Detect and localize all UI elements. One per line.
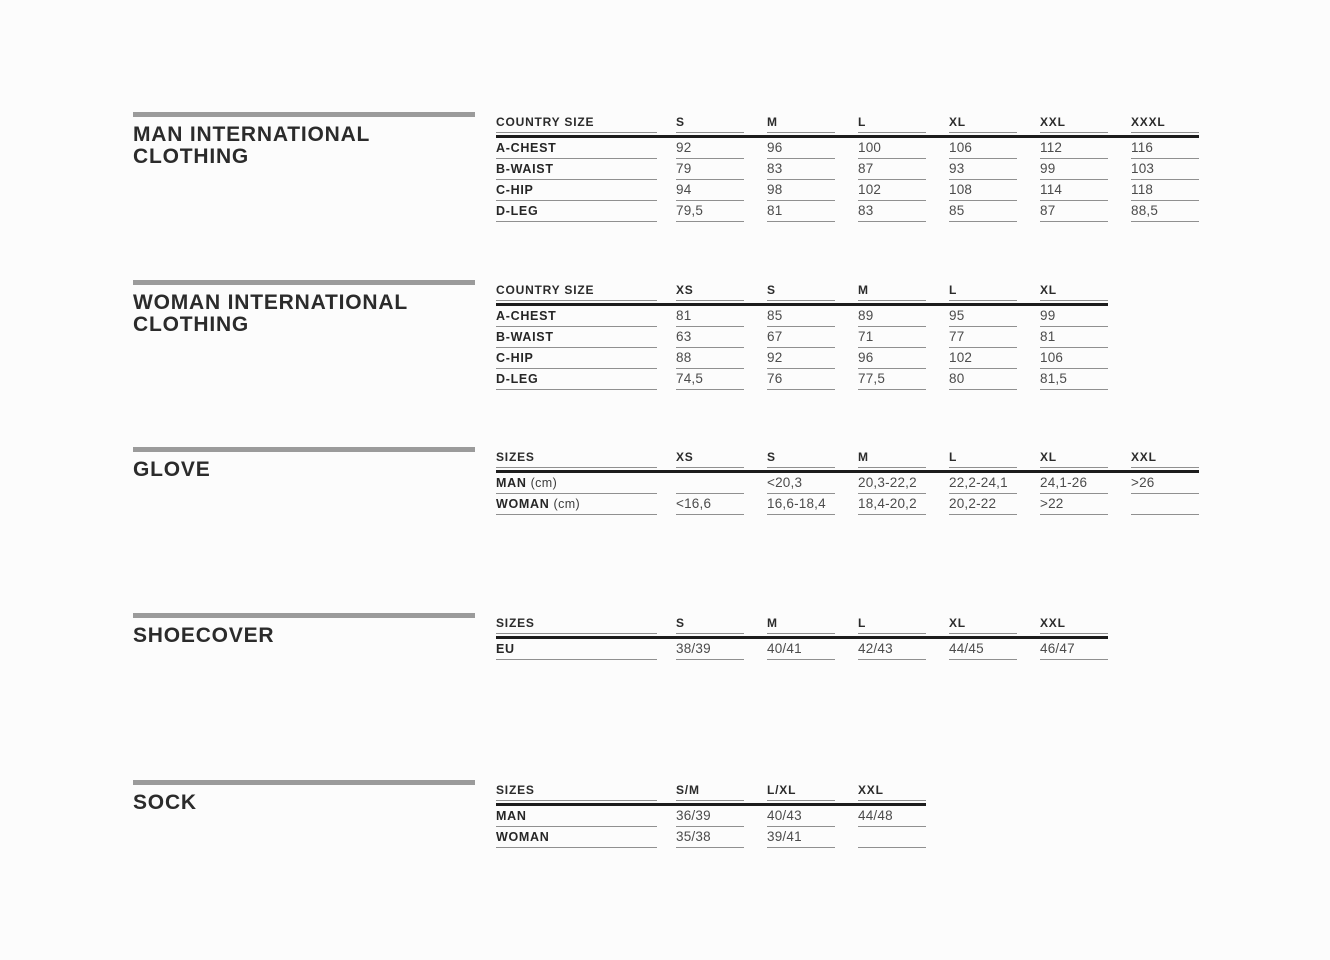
- value-cell: 96: [767, 138, 835, 159]
- value-cell: 99: [1040, 159, 1108, 180]
- value-cell: 83: [767, 159, 835, 180]
- value-cell: 16,6-18,4: [767, 494, 835, 515]
- row-label-cell: [496, 327, 657, 348]
- size-table-sock: [496, 780, 926, 848]
- value-cell: >26: [1131, 473, 1199, 494]
- value-cell: 118: [1131, 180, 1199, 201]
- value-cell: 76: [767, 369, 835, 390]
- row-label: WOMAN: [496, 830, 550, 844]
- header-size-cell: XXXL: [1131, 112, 1199, 133]
- section-title: [133, 625, 475, 647]
- size-table-shoecover: [496, 613, 1108, 660]
- value-cell: 94: [676, 180, 744, 201]
- row-label-cell: [496, 639, 657, 660]
- header-size-cell: M: [858, 280, 926, 301]
- section-title-line2: CLOTHING: [133, 312, 250, 336]
- value-cell: 88: [676, 348, 744, 369]
- section-title-line1: MAN INTERNATIONAL: [133, 123, 371, 146]
- value-cell: 80: [949, 369, 1017, 390]
- table-row: [496, 827, 926, 848]
- value-cell: 81: [1040, 327, 1108, 348]
- section-title-line2: CLOTHING: [133, 144, 250, 168]
- value-cell: 87: [858, 159, 926, 180]
- header-size-cell: L: [949, 280, 1017, 301]
- header-size-cell: XXL: [858, 780, 926, 801]
- row-label: A-CHEST: [496, 309, 557, 323]
- table-row: [496, 494, 1199, 515]
- row-label-suffix: (cm): [530, 476, 558, 490]
- header-size-cell: M: [767, 112, 835, 133]
- section-heading-block: [133, 780, 475, 814]
- size-table-man-clothing: [496, 112, 1199, 222]
- section-title-line1: SHOECOVER: [133, 624, 275, 647]
- value-cell: 63: [676, 327, 744, 348]
- value-cell: 40/43: [767, 806, 835, 827]
- table-header-row: [496, 112, 1199, 138]
- header-label-cell: SIZES: [496, 613, 657, 634]
- header-label-cell: COUNTRY SIZE: [496, 280, 657, 301]
- section-title-line1: SOCK: [133, 791, 197, 814]
- table-row: [496, 327, 1108, 348]
- value-cell: 20,3-22,2: [858, 473, 926, 494]
- value-cell: 40/41: [767, 639, 835, 660]
- value-cell: 103: [1131, 159, 1199, 180]
- section-divider-bar: [133, 112, 475, 117]
- row-label-cell: [496, 369, 657, 390]
- table-row: [496, 180, 1199, 201]
- section-divider-bar: [133, 780, 475, 785]
- value-cell: 99: [1040, 306, 1108, 327]
- section-divider-bar: [133, 447, 475, 452]
- value-cell: 67: [767, 327, 835, 348]
- section-title: [133, 292, 475, 335]
- value-cell: 39/41: [767, 827, 835, 848]
- header-label-cell: SIZES: [496, 447, 657, 468]
- table-row: [496, 639, 1108, 660]
- header-size-cell: XL: [949, 613, 1017, 634]
- size-table-woman-clothing: [496, 280, 1108, 390]
- size-table-glove: [496, 447, 1199, 515]
- value-cell: 36/39: [676, 806, 744, 827]
- header-size-cell: L/XL: [767, 780, 835, 801]
- value-cell: 77: [949, 327, 1017, 348]
- header-size-cell: M: [767, 613, 835, 634]
- value-cell: 116: [1131, 138, 1199, 159]
- value-cell: 20,2-22: [949, 494, 1017, 515]
- value-cell: 83: [858, 201, 926, 222]
- header-size-cell: XS: [676, 280, 744, 301]
- value-cell: 85: [767, 306, 835, 327]
- row-label-cell: [496, 201, 657, 222]
- row-label: MAN: [496, 809, 527, 823]
- value-cell: 77,5: [858, 369, 926, 390]
- value-cell: 46/47: [1040, 639, 1108, 660]
- section-heading-block: [133, 447, 475, 481]
- value-cell: 108: [949, 180, 1017, 201]
- header-size-cell: XXL: [1131, 447, 1199, 468]
- value-cell: 24,1-26: [1040, 473, 1108, 494]
- header-size-cell: XXL: [1040, 613, 1108, 634]
- value-cell: 112: [1040, 138, 1108, 159]
- table-row: [496, 201, 1199, 222]
- value-cell: 92: [767, 348, 835, 369]
- section-heading-block: [133, 613, 475, 647]
- table-row: [496, 369, 1108, 390]
- section-heading-block: [133, 280, 475, 335]
- value-cell: 102: [858, 180, 926, 201]
- section-title: [133, 124, 475, 167]
- header-size-cell: S: [676, 613, 744, 634]
- row-label: WOMAN: [496, 497, 550, 511]
- value-cell: 98: [767, 180, 835, 201]
- row-label-cell: [496, 827, 657, 848]
- header-size-cell: S: [767, 280, 835, 301]
- value-cell: [858, 827, 926, 848]
- value-cell: 44/45: [949, 639, 1017, 660]
- section-divider-bar: [133, 613, 475, 618]
- header-size-cell: L: [858, 613, 926, 634]
- value-cell: 71: [858, 327, 926, 348]
- value-cell: 81: [676, 306, 744, 327]
- row-label: EU: [496, 642, 515, 656]
- header-size-cell: L: [949, 447, 1017, 468]
- value-cell: 42/43: [858, 639, 926, 660]
- row-label-suffix: (cm): [553, 497, 581, 511]
- header-label-cell: COUNTRY SIZE: [496, 112, 657, 133]
- header-label-cell: SIZES: [496, 780, 657, 801]
- table-header-row: [496, 280, 1108, 306]
- header-size-cell: XL: [949, 112, 1017, 133]
- value-cell: 114: [1040, 180, 1108, 201]
- value-cell: 87: [1040, 201, 1108, 222]
- row-label-cell: [496, 494, 657, 515]
- row-label: MAN: [496, 476, 527, 490]
- value-cell: [1131, 494, 1199, 515]
- row-label: B-WAIST: [496, 330, 554, 344]
- header-size-cell: M: [858, 447, 926, 468]
- section-title-line1: GLOVE: [133, 458, 211, 481]
- row-label: D-LEG: [496, 204, 539, 218]
- table-row: [496, 348, 1108, 369]
- table-row: [496, 138, 1199, 159]
- value-cell: 93: [949, 159, 1017, 180]
- row-label-cell: [496, 806, 657, 827]
- value-cell: 74,5: [676, 369, 744, 390]
- section-divider-bar: [133, 280, 475, 285]
- row-label-cell: [496, 306, 657, 327]
- value-cell: [676, 473, 744, 494]
- value-cell: <16,6: [676, 494, 744, 515]
- table-header-row: [496, 613, 1108, 639]
- value-cell: 79,5: [676, 201, 744, 222]
- value-cell: 81: [767, 201, 835, 222]
- header-size-cell: L: [858, 112, 926, 133]
- value-cell: 106: [949, 138, 1017, 159]
- row-label: A-CHEST: [496, 141, 557, 155]
- value-cell: 44/48: [858, 806, 926, 827]
- table-header-row: [496, 447, 1199, 473]
- value-cell: >22: [1040, 494, 1108, 515]
- header-size-cell: XL: [1040, 280, 1108, 301]
- value-cell: 18,4-20,2: [858, 494, 926, 515]
- row-label: D-LEG: [496, 372, 539, 386]
- section-title: [133, 459, 475, 481]
- row-label-cell: [496, 473, 657, 494]
- table-header-row: [496, 780, 926, 806]
- value-cell: 38/39: [676, 639, 744, 660]
- table-row: [496, 306, 1108, 327]
- value-cell: 106: [1040, 348, 1108, 369]
- value-cell: 88,5: [1131, 201, 1199, 222]
- section-title: [133, 792, 475, 814]
- row-label-cell: [496, 348, 657, 369]
- header-size-cell: XXL: [1040, 112, 1108, 133]
- header-size-cell: S: [676, 112, 744, 133]
- section-title-line1: WOMAN INTERNATIONAL: [133, 291, 408, 314]
- value-cell: 89: [858, 306, 926, 327]
- row-label-cell: [496, 159, 657, 180]
- table-row: [496, 159, 1199, 180]
- value-cell: 100: [858, 138, 926, 159]
- header-size-cell: S/M: [676, 780, 744, 801]
- row-label: B-WAIST: [496, 162, 554, 176]
- header-size-cell: XS: [676, 447, 744, 468]
- section-heading-block: [133, 112, 475, 167]
- value-cell: 22,2-24,1: [949, 473, 1017, 494]
- value-cell: 96: [858, 348, 926, 369]
- table-row: [496, 806, 926, 827]
- row-label: C-HIP: [496, 183, 534, 197]
- value-cell: 102: [949, 348, 1017, 369]
- value-cell: 95: [949, 306, 1017, 327]
- row-label-cell: [496, 138, 657, 159]
- value-cell: 85: [949, 201, 1017, 222]
- header-size-cell: S: [767, 447, 835, 468]
- value-cell: 79: [676, 159, 744, 180]
- value-cell: <20,3: [767, 473, 835, 494]
- row-label: C-HIP: [496, 351, 534, 365]
- value-cell: 35/38: [676, 827, 744, 848]
- value-cell: 81,5: [1040, 369, 1108, 390]
- header-size-cell: XL: [1040, 447, 1108, 468]
- value-cell: 92: [676, 138, 744, 159]
- table-row: [496, 473, 1199, 494]
- row-label-cell: [496, 180, 657, 201]
